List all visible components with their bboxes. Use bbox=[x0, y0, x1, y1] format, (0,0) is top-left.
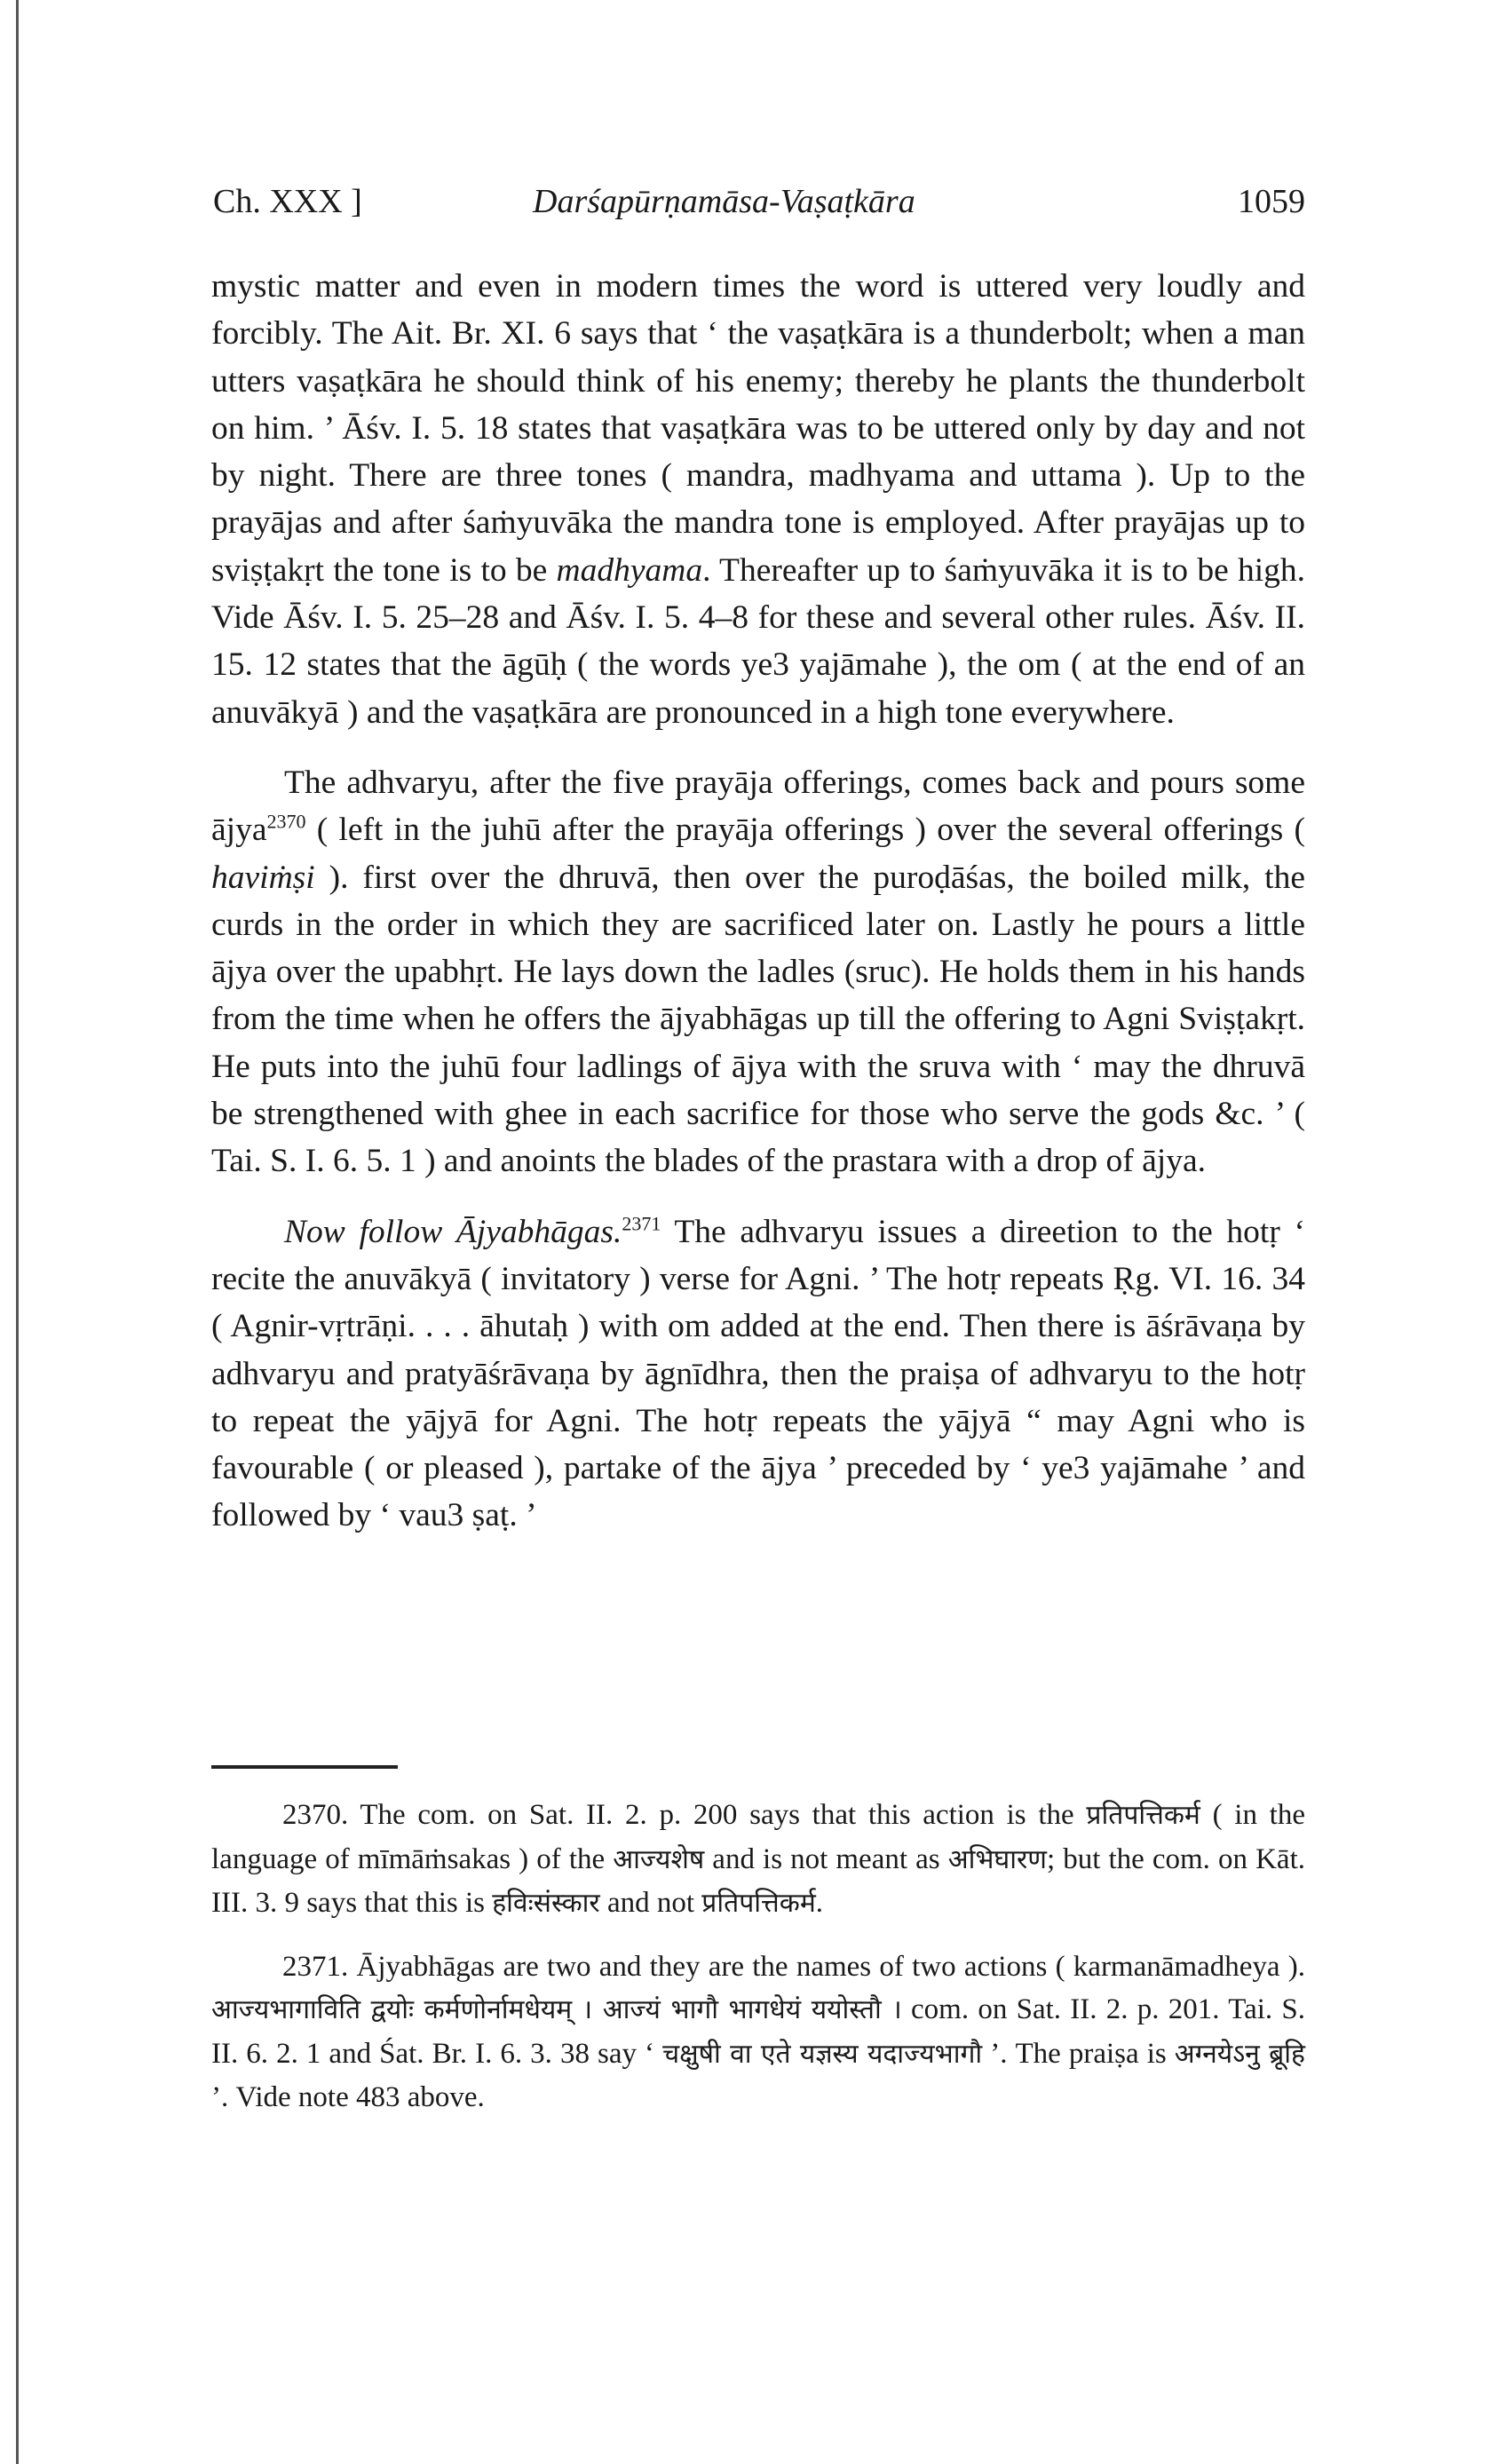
footnote-2370-devanagari-3: अभिघारण bbox=[947, 1843, 1047, 1875]
footnote-2370-devanagari-1: प्रतिपत्तिकर्म bbox=[1086, 1800, 1200, 1831]
footnote-ref-2370: 2370 bbox=[266, 810, 306, 833]
paragraph-2 bbox=[211, 759, 1305, 1185]
paragraph-1-tail: . Thereafter up to śaṁyuvāka it is to be high. Vide Āśv. I. 5. 25–28 and Āśv. I. 5. 4–8 for these and several other rules. Āśv. II. 15. 12 states that the āgūḥ ( the words ye3 yajāmahe ), the om ( at the end of an anuvākyā ) and the vaṣaṭkāra are pronounced in a high tone everywhere. bbox=[211, 551, 1306, 731]
footnote-2370-text-f: . bbox=[815, 1887, 824, 1919]
paragraph-2-text-a: The adhvaryu, after the five prayāja offerings, comes back and pours some ājya bbox=[211, 764, 1305, 849]
footnote-2370-text: The com. on Sat. II. 2. p. 200 says that this action is the bbox=[348, 1799, 1087, 1831]
footnote-2370-text-b: ( in the language of mīmāṁsakas ) of the bbox=[211, 1799, 1306, 1875]
footnote-2370-text-c: and is not meant as bbox=[704, 1842, 948, 1875]
chapter-label: Ch. XXX ] bbox=[213, 183, 362, 220]
footnote-divider bbox=[211, 1765, 398, 1769]
footnote-2371-devanagari-1: आज्यभागाविति द्वयोः कर्मणोर्नामधेयम् । आज्यं भागौ भागधेयं ययोस्तौ । bbox=[211, 1994, 902, 2025]
footnote-2371-text-c: ’. The praiṣa is bbox=[982, 2037, 1175, 2070]
footnote-2370-number: 2370. bbox=[282, 1799, 349, 1831]
paragraph-2-text-c: ). first over the dhruvā, then over the puroḍāśas, the boiled milk, the curds in the order in which they are sacrificed later on. Lastly he pours a little ājya over the upabhṛt. He lays down the ladles (sruc). He holds them in his hands from the time when he offers the ājyabhāgas up till the offering to Agni Sviṣṭakṛt. He puts into the juhū four ladlings of ājya with the sruva with ‘ may the dhruvā be strengthened with ghee in each sacrifice for those who serve the gods &c. ’ ( Tai. S. I. 6. 5. 1 ) and anoints the blades of the prastara with a drop of ājya. bbox=[211, 859, 1305, 1180]
page-number: 1059 bbox=[1238, 183, 1305, 220]
footnote-2371-text-d: ’. Vide note 483 above. bbox=[211, 2081, 485, 2113]
footnote-2370-devanagari-2: आज्यशेष bbox=[613, 1843, 705, 1875]
footnote-2370 bbox=[211, 1794, 1305, 1926]
footnote-2370-devanagari-5: प्रतिपत्तिकर्म bbox=[701, 1888, 816, 1919]
paragraph-3 bbox=[211, 1208, 1305, 1540]
footnote-2371-devanagari-2: चक्षुषी वा एते यज्ञस्य यदाज्यभागौ bbox=[662, 2038, 983, 2070]
footnote-ref-2371: 2371 bbox=[622, 1212, 661, 1235]
footnote-2371-text: Ājyabhāgas are two and they are the names of two actions ( karmanāmadheya ). bbox=[348, 1950, 1305, 1983]
footnote-2370-devanagari-4: हविःसंस्कार bbox=[492, 1888, 600, 1919]
footnotes bbox=[211, 1794, 1305, 2119]
paragraph-2-text-b: ( left in the juhū after the prayāja offerings ) over the several offerings ( bbox=[305, 812, 1305, 849]
footnote-2371-text-b: com. on Sat. II. 2. p. 201. Tai. S. II. 6. 2. 1 and Śat. Br. I. 6. 3. 38 say ‘ bbox=[211, 1993, 1306, 2070]
footnote-2371 bbox=[211, 1945, 1305, 2119]
paragraph-1 bbox=[211, 263, 1305, 736]
footnote-2371-number: 2371. bbox=[282, 1950, 349, 1983]
body-text bbox=[211, 263, 1305, 1540]
paragraph-1-emphasis: madhyama bbox=[556, 551, 703, 589]
scan-margin-line bbox=[16, 0, 19, 2464]
footnote-2370-text-e: and not bbox=[599, 1887, 702, 1919]
running-header bbox=[213, 182, 1305, 235]
footnote-2370-text-d: ; but the com. on Kāt. III. 3. 9 says that this is bbox=[211, 1842, 1305, 1919]
footnote-2371-devanagari-3: अग्नयेऽनु ब्रूहि bbox=[1174, 2038, 1305, 2070]
paragraph-3-heading: Now follow Ājyabhāgas. bbox=[284, 1213, 622, 1250]
paragraph-1-text: mystic matter and even in modern times the word is uttered very loudly and forcibly. The Ait. Br. XI. 6 says that ‘ the vaṣaṭkāra is a thunderbolt; when a man utters vaṣaṭkāra he should think of his enemy; thereby he plants the thunderbolt on him. ’ Āśv. I. 5. 18 states that vaṣaṭkāra was to be uttered only by day and not by night. There are three tones ( mandra, madhyama and uttama ). Up to the prayājas and after śaṁyuvāka the mandra tone is employed. After prayājas up to sviṣṭakṛt the tone is to be bbox=[211, 268, 1305, 589]
paragraph-3-text: The adhvaryu issues a direetion to the hotṛ ‘ recite the anuvākyā ( invitatory ) verse for Agni. ’ The hotṛ repeats Ṛg. VI. 16. 34 ( Agnir-vṛtrāṇi. . . . āhutaḥ ) with om added at the end. Then there is āśrāvaṇa by adhvaryu and pratyāśrāvaṇa by āgnīdhra, then the praiṣa of adhvaryu to the hotṛ to repeat the yājyā for Agni. The hotṛ repeats the yājyā “ may Agni who is favourable ( or pleased ), partake of the ājya ’ preceded by ‘ ye3 yajāmahe ’ and followed by ‘ vau3 ṣaṭ. ’ bbox=[211, 1213, 1306, 1534]
running-title: Darśapūrṇamāsa-Vaṣaṭkāra bbox=[533, 183, 915, 220]
paragraph-2-emphasis: haviṁṣi bbox=[211, 859, 315, 896]
